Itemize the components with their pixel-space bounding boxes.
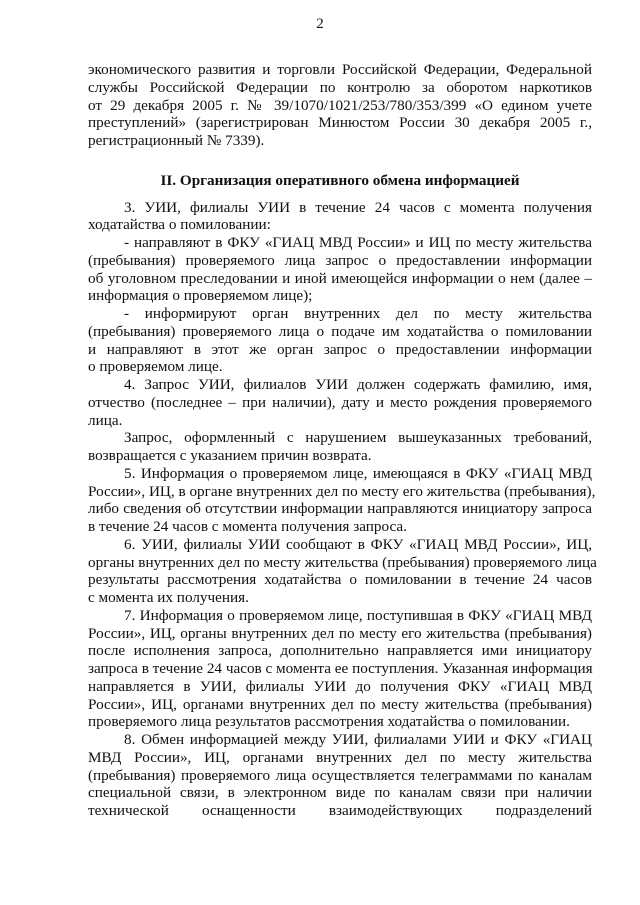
text-line: регистрационный № 7339). (88, 132, 265, 149)
text-line: (пребывания) проверяемого лица запрос о предоставлении информации (88, 251, 592, 269)
text-line: и направляют в этот же орган запрос о предоставлении информации (88, 340, 592, 358)
text-line: 6. УИИ, филиалы УИИ сообщают в ФКУ «ГИАЦ МВД России», ИЦ, (124, 535, 592, 553)
paragraph (88, 535, 597, 607)
paragraph (88, 234, 592, 305)
text-line: запроса в течение 24 часов с момента ее поступления. Указанная информация (88, 660, 593, 677)
text-line: преступлений» (зарегистрирован Минюстом России 30 декабря 2005 г., (88, 114, 592, 132)
text-line: 5. Информация о проверяемом лице, имеющаяся в ФКУ «ГИАЦ МВД (124, 464, 592, 482)
text-line: отчество (последнее – при наличии), дату и место рождения проверяемого (88, 393, 592, 411)
text-line: (пребывания) проверяемого лица осуществляется телеграммами по каналам (88, 766, 592, 784)
text-line: Запрос, оформленный с нарушением вышеуказанных требований, (124, 429, 592, 447)
text-line: - информируют орган внутренних дел по месту жительства (124, 305, 592, 322)
text-line: технической оснащенности взаимодействующих подразделений (88, 802, 592, 819)
paragraph (88, 199, 592, 235)
page-number: 2 (316, 16, 324, 32)
text-line: 4. Запрос УИИ, филиалов УИИ должен содержать фамилию, имя, (124, 376, 592, 393)
text-line: в течение 24 часов с момента получения запроса. (88, 518, 407, 535)
text-line: от 29 декабря 2005 г. № 39/1070/1021/253/780/353/399 «О едином учете (88, 96, 592, 114)
text-line: 8. Обмен информацией между УИИ, филиалами УИИ и ФКУ «ГИАЦ (124, 731, 592, 748)
text-line: службы Российской Федерации по контролю за оборотом наркотиков (88, 78, 592, 96)
paragraph (88, 376, 592, 429)
section-heading: II. Организация оперативного обмена информацией (160, 171, 520, 189)
text-line: с момента их получения. (88, 589, 249, 606)
paragraph (88, 607, 592, 731)
paragraph (88, 464, 596, 536)
text-line: специальной связи, в электронном виде по каналам связи при наличии (88, 784, 592, 802)
text-line: России», ИЦ, органами внутренних дел по месту жительства (пребывания) (88, 695, 592, 713)
paragraph (88, 305, 592, 376)
text-line: - направляют в ФКУ «ГИАЦ МВД России» и ИЦ по месту жительства (124, 234, 592, 251)
text-line: после исполнения запроса, дополнительно направляется ими инициатору (88, 642, 592, 660)
text-line: 7. Информация о проверяемом лице, поступившая в ФКУ «ГИАЦ МВД (124, 606, 592, 624)
paragraph (88, 429, 592, 465)
text-line: России», ИЦ, в органе внутренних дел по месту его жительства (пребывания), (88, 482, 596, 500)
text-line: результаты рассмотрения ходатайства о помиловании в течение 24 часов (88, 571, 592, 589)
text-line: либо сведения об отсутствии информации направляются инициатору запроса (88, 500, 592, 518)
text-line: ходатайства о помиловании: (88, 216, 271, 234)
text-line: 3. УИИ, филиалы УИИ в течение 24 часов с момента получения (124, 198, 592, 216)
text-line: информация о проверяемом лице); (88, 287, 313, 305)
text-line: направляется в УИИ, филиалы УИИ до получения ФКУ «ГИАЦ МВД (88, 677, 592, 695)
paragraph (88, 731, 592, 820)
paragraph (88, 61, 592, 150)
text-line: об уголовном преследовании и иной имеющейся информации о нем (далее – (88, 269, 592, 287)
text-line: (пребывания) проверяемого лица о подаче им ходатайства о помиловании (88, 322, 592, 340)
document-body (88, 61, 597, 820)
text-line: МВД России», ИЦ, органами внутренних дел по месту жительства (88, 748, 592, 766)
text-line: возвращается с указанием причин возврата. (88, 447, 372, 464)
text-line: органы внутренних дел по месту жительства (пребывания) проверяемого лица (88, 553, 597, 571)
text-line: лица. (88, 411, 123, 429)
text-line: России», ИЦ, органы внутренних дел по месту его жительства (пребывания) (88, 624, 592, 642)
text-line: проверяемого лица результатов рассмотрения ходатайства о помиловании. (88, 713, 570, 731)
text-line: экономического развития и торговли Российской Федерации, Федеральной (88, 61, 592, 78)
text-line: о проверяемом лице. (88, 358, 223, 376)
